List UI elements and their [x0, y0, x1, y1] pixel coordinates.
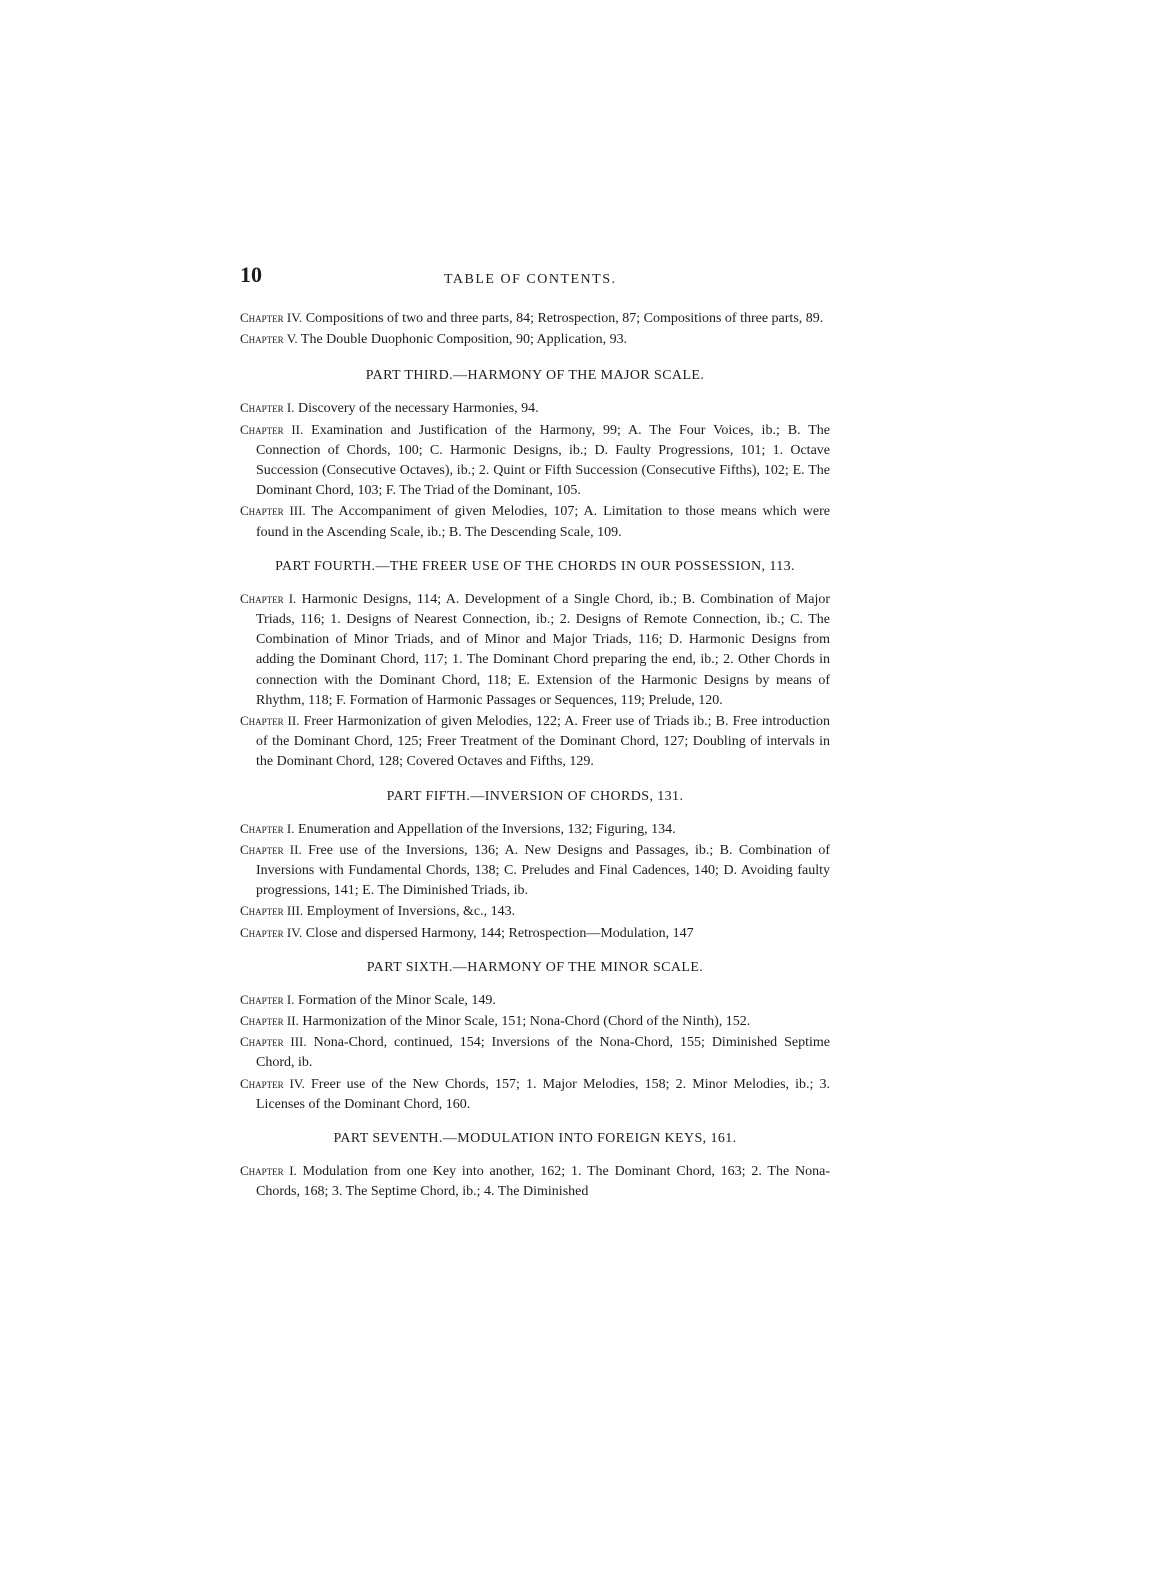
chapter-label: Chapter III.: [240, 903, 304, 919]
part-heading: PART FIFTH.—INVERSION OF CHORDS, 131.: [386, 788, 684, 804]
chapter-label: Chapter I.: [240, 991, 295, 1007]
chapter-entry: [240, 990, 830, 1011]
chapter-entry: [240, 398, 830, 419]
chapter-label: Chapter IV.: [240, 924, 303, 940]
chapter-label: Chapter I.: [240, 590, 297, 606]
page-number: 10: [240, 262, 262, 287]
entry-text: The Accompaniment of given Melodies, 107; A. Limitation to those means which were found in the Ascending Scale, ib.; B. The Descending Scale, 109.: [256, 504, 830, 540]
part-heading: PART FOURTH.—THE FREER USE OF THE CHORDS IN OUR POSSESSION, 113.: [275, 558, 795, 574]
chapter-entry: [240, 501, 830, 542]
chapter-label: Chapter IV.: [240, 1075, 305, 1091]
chapter-entry: [240, 901, 830, 922]
chapter-label: Chapter II.: [240, 1013, 299, 1029]
chapter-entry: [240, 420, 830, 502]
running-title: TABLE OF CONTENTS.: [444, 272, 617, 287]
entry-text: Freer Harmonization of given Melodies, 122; A. Freer use of Triads ib.; B. Free introduction of the Dominant Chord, 125; Freer Treatment of the Dominant Chord, 127; Doubling of intervals in the Dominant Chord, 128; Covered Octaves and Fifths, 129.: [256, 714, 830, 770]
chapter-entry: [240, 711, 830, 773]
entry-text: The Double Duophonic Composition, 90; Application, 93.: [300, 332, 628, 348]
entry-text: Compositions of two and three parts, 84; Retrospection, 87; Compositions of three parts, 89.: [305, 311, 824, 326]
entry-text: Enumeration and Appellation of the Inversions, 132; Figuring, 134.: [298, 821, 676, 837]
entry-text: Harmonization of the Minor Scale, 151; Nona-Chord (Chord of the Ninth), 152.: [302, 1014, 751, 1030]
book-page: [240, 262, 830, 1203]
entry-text: Nona-Chord, continued, 154; Inversions of the Nona-Chord, 155; Diminished Septime Chord, ib.: [256, 1035, 830, 1071]
entry-text: Free use of the Inversions, 136; A. New Designs and Passages, ib.; B. Combination of Inversions with Fundamental Chords, 138; C. Preludes and Final Cadences, 140; D. Avoiding faulty progressions, 141; E. The Diminished Triads, ib.: [256, 842, 830, 899]
chapter-label: Chapter II.: [240, 841, 302, 857]
chapter-label: Chapter V.: [240, 331, 298, 347]
chapter-entry: [240, 1011, 830, 1032]
chapter-entry: [240, 1032, 830, 1073]
chapter-label: Chapter I.: [240, 400, 295, 416]
entry-text: Employment of Inversions, &c., 143.: [306, 904, 516, 920]
chapter-entry: [240, 308, 830, 329]
chapter-entry: [240, 589, 830, 711]
chapter-entry: [240, 840, 830, 902]
entry-text: Modulation from one Key into another, 162; 1. The Dominant Chord, 163; 2. The Nona-Chords, 168; 3. The Septime Chord, ib.; 4. The Diminished: [256, 1164, 830, 1200]
chapter-label: Chapter IV.: [240, 310, 303, 325]
page-header: [240, 262, 830, 308]
chapter-label: Chapter I.: [240, 1163, 297, 1179]
chapter-entry: [240, 1074, 830, 1115]
part-heading: PART SIXTH.—HARMONY OF THE MINOR SCALE.: [366, 959, 704, 975]
entry-text: Harmonic Designs, 114; A. Development of a Single Chord, ib.; B. Combination of Major Triads, 116; 1. Designs of Nearest Connection, ib.; 2. Designs of Remote Connection, ib.; C. The Combination of Minor Triads, and of Minor and Major Triads, 116; D. Harmonic Designs from adding the Dominant Chord, 117; 1. The Dominant Chord preparing the end, ib.; 2. Other Chords in connection with the Dominant Chord, 118; E. Extension of the Harmonic Designs by means of Rhythm, 118; F. Formation of Harmonic Passages or Sequences, 119; Prelude, 120.: [256, 591, 831, 708]
part-heading: PART SEVENTH.—MODULATION INTO FOREIGN KEYS, 161.: [333, 1131, 737, 1147]
chapter-label: Chapter II.: [240, 421, 304, 437]
entry-text: Close and dispersed Harmony, 144; Retrospection—Modulation, 147: [305, 925, 694, 941]
chapter-label: Chapter II.: [240, 713, 300, 729]
entry-text: Freer use of the New Chords, 157; 1. Major Melodies, 158; 2. Minor Melodies, ib.; 3. Licenses of the Dominant Chord, 160.: [256, 1076, 831, 1112]
chapter-entry: [240, 819, 830, 840]
entry-text: Formation of the Minor Scale, 149.: [298, 992, 496, 1008]
chapter-entry: [240, 923, 830, 944]
entry-text: Discovery of the necessary Harmonies, 94.: [298, 401, 539, 417]
chapter-label: Chapter III.: [240, 1034, 307, 1050]
part-heading: PART THIRD.—HARMONY OF THE MAJOR SCALE.: [365, 368, 705, 384]
entry-text: Examination and Justification of the Harmony, 99; A. The Four Voices, ib.; B. The Connection of Chords, 100; C. Harmonic Designs, ib.; D. Faulty Progressions, 101; 1. Octave Succession (Consecutive Octaves), ib.; 2. Quint or Fifth Succession (Consecutive Fifths), 102; E. The Dominant Chord, 103; F. The Triad of the Dominant, 105.: [256, 422, 830, 499]
chapter-entry: [240, 1161, 830, 1202]
chapter-label: Chapter I.: [240, 820, 295, 836]
chapter-label: Chapter III.: [240, 503, 306, 519]
chapter-entry: [240, 329, 830, 350]
